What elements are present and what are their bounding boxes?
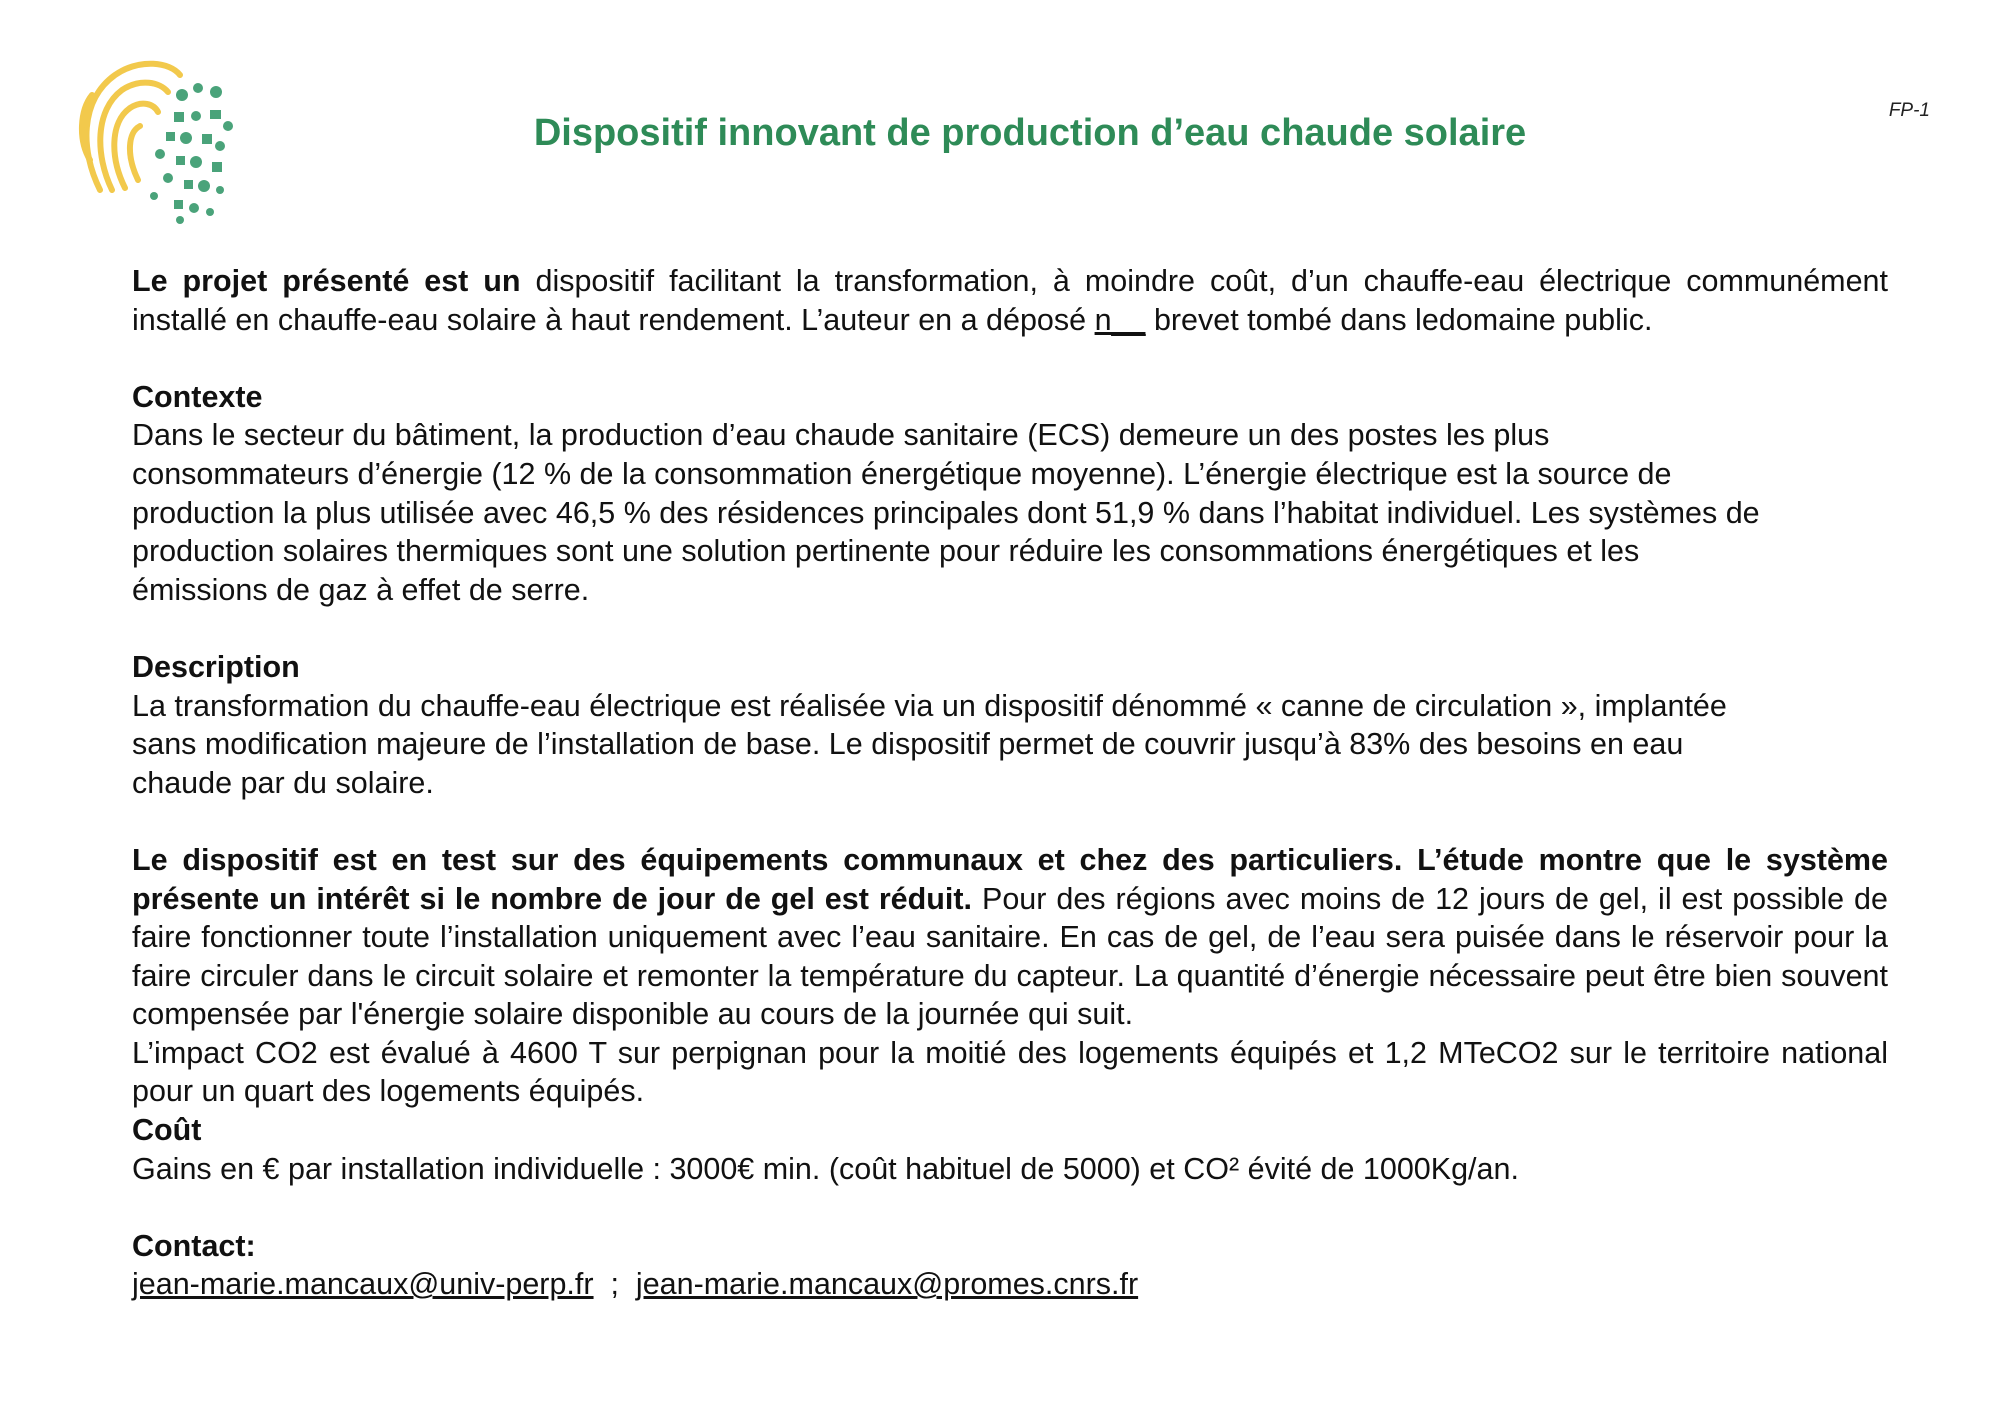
- intro-bold-lead: Le projet présenté est un: [132, 264, 521, 298]
- description-line: chaude par du solaire.: [132, 765, 434, 800]
- intro-text-1: dispositif facilitant la transformation, à moindre coût, d’un chauffe-eau électrique communément installé en chauffe-eau solaire à haut rendement. L’auteur en a déposé: [132, 264, 1888, 337]
- intro-text-2: brevet tombé dans ledomaine public.: [1145, 302, 1653, 337]
- email-link-2[interactable]: jean-marie.mancaux@promes.cnrs.fr: [635, 1267, 1139, 1302]
- description-line: sans modification majeure de l’installation de base. Le dispositif permet de couvrir jusqu’à 83% des besoins en eau: [132, 727, 1684, 762]
- page-title: Dispositif innovant de production d’eau chaude solaire: [533, 112, 1527, 154]
- contexte-line: consommateurs d’énergie (12 % de la consommation énergétique moyenne). L’énergie électrique est la source de: [132, 456, 1672, 491]
- test-paragraph: [132, 841, 1888, 1034]
- test-bold-text: Le dispositif est en test sur des équipements communaux et chez des particuliers. L’étude montre que le système présente un intérêt si le nombre de jour de gel est réduit.: [132, 842, 1888, 916]
- contexte-line: production la plus utilisée avec 46,5 % des résidences principales dont 51,9 % dans l’habitat individuel. Les systèmes de: [132, 495, 1760, 530]
- description-line: La transformation du chauffe-eau électrique est réalisée via un dispositif dénommé « canne de circulation », implantée: [132, 688, 1727, 723]
- contexte-line: production solaires thermiques sont une solution pertinente pour réduire les consommations énergétiques et les: [132, 534, 1640, 569]
- intro-paragraph: [132, 262, 1888, 339]
- description-heading: Description: [132, 649, 300, 684]
- contact-heading: Contact:: [132, 1228, 256, 1263]
- document-code: FP-1: [1888, 100, 1930, 121]
- contexte-heading: Contexte: [132, 379, 263, 414]
- test-text: Pour des régions avec moins de 12 jours de gel, il est possible de faire fonctionner toute l’installation uniquement avec l’eau sanitaire. En cas de gel, de l’eau sera puisée dans le réservoir pour la faire circuler dans le circuit solaire et remonter la température du capteur. La quantité d’énergie nécessaire peut être bien souvent compensée par l'énergie solaire disponible au cours de la journée qui suit.: [132, 881, 1888, 1032]
- cout-heading: Coût: [132, 1113, 202, 1148]
- email-separator: ;: [593, 1267, 636, 1302]
- impact-paragraph: L’impact CO2 est évalué à 4600 T sur perpignan pour la moitié des logements équipés et 1,2 MTeCO2 sur le territoire national pour un quart des logements équipés.: [132, 1035, 1888, 1109]
- contexte-line: Dans le secteur du bâtiment, la production d’eau chaude sanitaire (ECS) demeure un des postes les plus: [132, 418, 1550, 453]
- intro-underlined-count: n__: [1094, 302, 1146, 337]
- contexte-line: émissions de gaz à effet de serre.: [132, 572, 590, 607]
- email-link-1[interactable]: jean-marie.mancaux@univ-perp.fr: [132, 1267, 594, 1302]
- cout-text: Gains en € par installation individuelle : 3000€ min. (coût habituel de 5000) et CO² évité de 1000Kg/an.: [132, 1151, 1519, 1186]
- document-body: [132, 262, 1888, 1304]
- contact-line: [132, 1265, 1888, 1304]
